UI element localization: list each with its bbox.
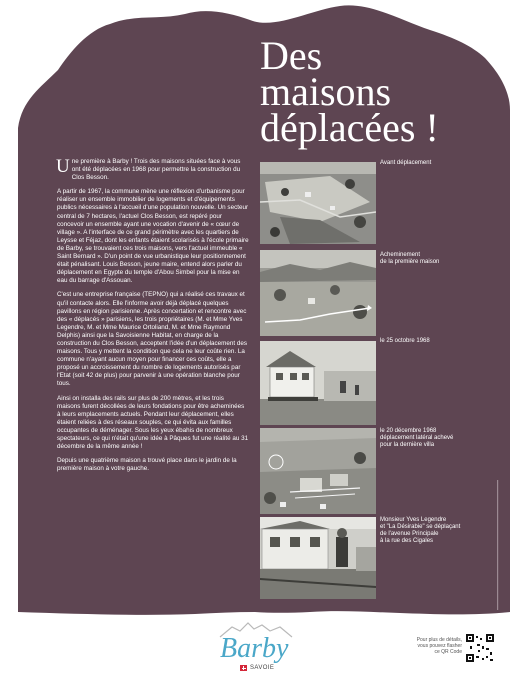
paragraph-4: Ainsi on installa des rails sur plus de 200 mètres, et les trois maisons furent décollées de leurs fondations pour être acheminées à leurs emplacements actuels. Pendant leur déplacement, elles étaient reliées à des réseaux souples, ce qui évita aux familles occupantes de déménager. Sous les yeux ébahis de nombreux spectateurs, ce qui n'était qu'une idée à Pâques fut une réalité au 31 décembre de la même année !	[57, 394, 249, 451]
qr-code-icon[interactable]	[466, 634, 494, 662]
savoie-flag-icon	[240, 665, 247, 671]
article-body	[57, 158, 249, 479]
drop-cap: U	[56, 156, 70, 177]
caption-5-line-3: de l'avenue Principale	[380, 531, 439, 537]
caption-2	[380, 252, 490, 266]
qr-instructions-line-2: vous pouvez flasher	[417, 643, 462, 649]
caption-4-line-2: déplacement latéral achevé	[380, 435, 454, 441]
caption-5-line-1: Monsieur Yves Legendre	[380, 517, 447, 523]
caption-4-line-3: pour la dernière villa	[380, 442, 435, 448]
title-line-2: maisons	[260, 69, 392, 114]
paragraph-1-text: ne première à Barby ! Trois des maisons situées face à vous ont été déplacées en 1968 pour permettre la construction du Clos Besson.	[71, 158, 241, 182]
page-title	[260, 33, 500, 150]
caption-5	[380, 517, 490, 545]
paragraph-3: C'est une entreprise française (TEPNO) qui a réalisé ces travaux et qu'il contacte alors. Elle l'informe avoir déjà déplacé quelques pavillons en région parisienne. Après concertation et rencontre avec des « déplacés » parisiens, les trois propriétaires (M. et Mme Yves Legendre, M. et Mme Maurice Ortoliand, M. et Mme Raymond Delphis) ainsi que la Savoisienne Habitat, en charge de la construction du Clos Besson, acceptent l'idée d'un déplacement des maisons. Tous y mettent la condition que cela ne leur coûte rien. La commune n'ayant aucun moyen pour financer ces coûts, elle a proposé un accroissement du nombre de logements autorisés par l'Etat (soit 42 de plus) pour parvenir à une opération blanche pour tous.	[57, 291, 248, 388]
logo-sub: SAVOIE	[250, 665, 275, 671]
title-line-3: déplacées !	[260, 105, 439, 150]
caption-2-line-1: Acheminement	[380, 252, 421, 258]
caption-5-line-2: et "La Désirabie" se déplaçant	[380, 524, 461, 530]
paragraph-5: Depuis une quatrième maison a trouvé place dans le jardin de la première maison à votre gauche.	[57, 457, 237, 473]
caption-4-line-1: le 20 décembre 1968	[380, 428, 437, 434]
qr-instructions-line-1: Pour plus de détails,	[416, 637, 462, 643]
title-line-1: Des	[260, 33, 323, 78]
caption-4	[380, 428, 490, 449]
photo-yves-legendre	[260, 517, 376, 599]
qr-instructions-line-3: ce QR Code	[434, 649, 462, 655]
caption-2-line-2: de la première maison	[380, 259, 440, 265]
paragraph-1	[57, 158, 249, 182]
photo-lateral-move	[260, 428, 376, 514]
photo-credit-strip	[496, 480, 500, 610]
paragraph-2: A partir de 1967, la commune mène une réflexion d'urbanisme pour réaliser un ensemble immobilier de logements et d'équipements publics nécessaires à l'accueil d'une population nouvelle. Un secteur central de 7 hectares, l'actuel Clos Besson, est repéré pour concevoir un ensemble ayant une vocation d'avenir de « cœur de village ». A l'interface de ce grand périmètre avec les quartiers de Leysse et Féjaz, dont les enfants étaient scolarisés à l'école primaire de Barby, se trouvaient ces trois maisons, vers l'actuel immeuble « Saint Bernard ». D'un point de vue urbanistique leur positionnement était pénalisant. Louis Besson, jeune maire, entend alors parler du déplacement en Egypte du temple d'Abou Simbel pour la mise en eau du barrage d'Assouan.	[57, 188, 249, 285]
caption-5-line-4: à la rue des Cigales	[380, 538, 434, 544]
photo-route-first-house	[260, 250, 376, 336]
caption-1	[380, 160, 490, 167]
photo-house-on-rails	[260, 341, 376, 425]
qr-instructions	[392, 637, 462, 655]
logo-name: Barby	[220, 633, 289, 664]
photo-before-move	[260, 162, 376, 244]
caption-3	[380, 338, 490, 345]
caption-3-line-1: le 25 octobre 1968	[380, 338, 430, 344]
caption-1-line-1: Avant déplacement	[380, 160, 432, 166]
barby-logo	[210, 615, 304, 671]
